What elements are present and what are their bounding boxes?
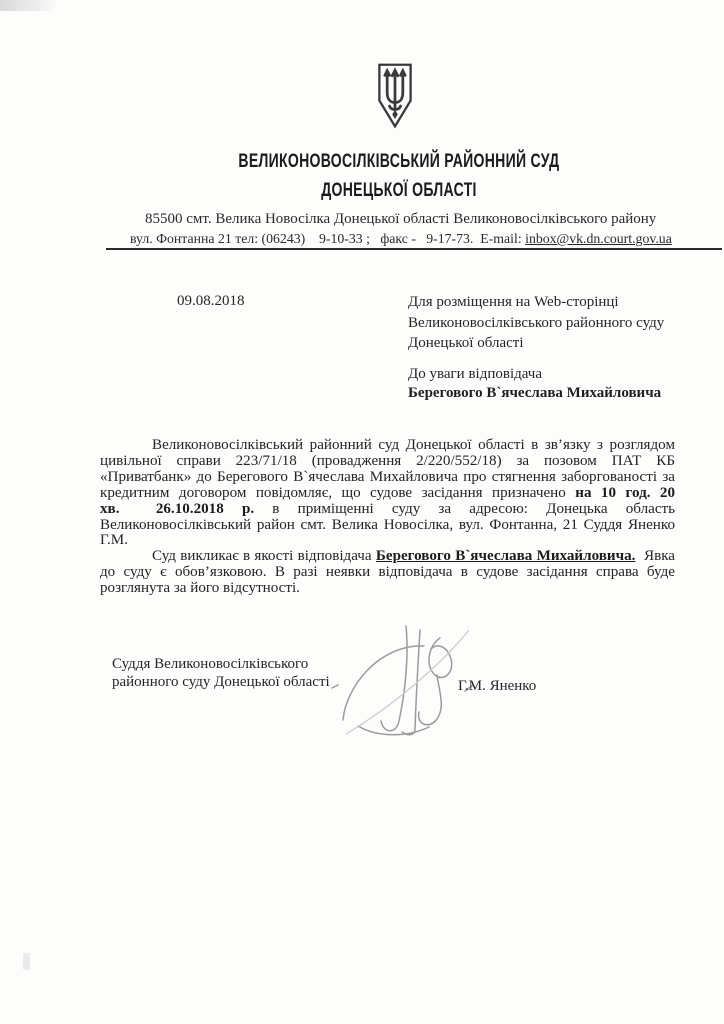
- text-line: Суддя Великоновосілківського: [112, 656, 309, 672]
- court-address: 85500 смт. Велика Новосілка Донецької області Великоновосілківського району: [145, 211, 657, 227]
- body-paragraph-hearing-notice: [100, 438, 675, 549]
- header-divider-rule: [106, 248, 722, 250]
- letter-body: [100, 438, 675, 597]
- text-segment-normal: Великоновосілківський районний суд Донецької області в зв’язку з розглядом цивільної справи 223/71/18 (провадження 2/220/552/18) за позовом ПАТ КБ «Приватбанк» до Берегового В`ячеслава Михайловича про стягнення заборгованості за кредитним договором повідомляє, що судове засідання призначено: [100, 437, 675, 501]
- court-contact: [130, 231, 672, 247]
- court-title-line2-text: ДОНЕЦЬКОЇ ОБЛАСТІ: [321, 179, 477, 201]
- scan-artifact-bottom-left: [23, 953, 30, 970]
- judge-name: Г.М. Яненко: [458, 678, 537, 694]
- court-title-line2: [74, 180, 724, 200]
- scan-artifact-top-left: [0, 0, 58, 11]
- court-contact-text: вул. Фонтанна 21 тел: (06243) 9-10-33 ; факс - 9-17-73. E-mail:: [130, 231, 526, 246]
- text-segment-normal: в приміщенні суду за адресою: Донецька область Великоновосілківський район смт. Велика Новосілка, вул. Фонтанна, 21 Суддя Яненко Г.М.: [100, 500, 675, 549]
- respondent-name: Берегового В`ячеслава Михайловича: [408, 385, 662, 401]
- text-line: Великоновосілківського районного суду: [408, 314, 665, 331]
- text-line: Донецької області: [408, 335, 524, 351]
- body-paragraph-summons: [100, 549, 675, 597]
- text-segment-bold-underline: Берегового В`ячеслава Михайловича.: [375, 548, 636, 565]
- handwritten-signature-icon: [328, 608, 476, 738]
- text-line: районного суду Донецької області: [112, 673, 330, 690]
- court-title-line1: [74, 151, 724, 171]
- text-segment-normal: Суд викликає в якості відповідача: [152, 548, 376, 565]
- web-posting-note: [408, 292, 664, 354]
- letter-date: 09.08.2018: [177, 293, 245, 309]
- attention-label: До уваги відповідача: [408, 366, 543, 382]
- court-title-line1-text: ВЕЛИКОНОВОСІЛКІВСЬКИЙ РАЙОННИЙ СУД: [238, 150, 560, 172]
- text-line: Для розміщення на Web-сторінці: [408, 294, 619, 310]
- judge-role-lines: [112, 656, 330, 691]
- text-segment-normal: Явка до суду є обов’язковою. В разі неявки відповідача в судове засідання справа буде розглянута за його відсутності.: [100, 548, 676, 597]
- text-segment-bold: на 10 год. 20 хв. 26.10.2018 р.: [100, 484, 676, 517]
- ukraine-trident-emblem-icon: [372, 62, 418, 130]
- court-email: inbox@vk.dn.court.gov.ua: [525, 231, 672, 246]
